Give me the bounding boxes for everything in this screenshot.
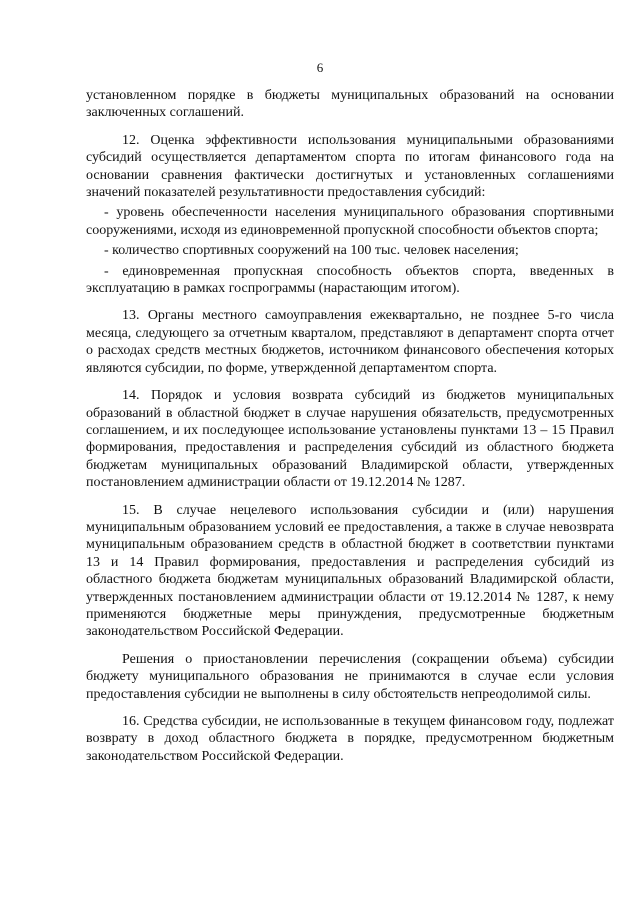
document-body xyxy=(86,87,614,775)
paragraph-suspension-decisions: Решения о приостановлении перечисления (сокращении объема) субсидии бюджету муниципального образования не принимаются в случае если условия предоставления субсидии не выполнены в силу обстоятельств непреодолимой силы. xyxy=(86,651,614,702)
list-item-provision-level: - уровень обеспеченности населения муниципального образования спортивными сооружениями, исходя из единовременной пропускной способности объектов спорта; xyxy=(86,205,614,238)
paragraph-15: 15. В случае нецелевого использования субсидии и (или) нарушения муниципальным образованием условий ее предоставления, а также в случае невозврата муниципальным образованием средств в областной бюджет в соответствии пунктами 13 и 14 Правил формирования, предоставления и распределения субсидий из областного бюджета бюджетам муниципальных образований Владимирской области, утвержденных постановлением администрации области от 19.12.2014 № 1287, к нему применяются бюджетные меры принуждения, предусмотренные бюджетным законодательством Российской Федерации. xyxy=(86,502,614,640)
list-item-throughput-capacity: - единовременная пропускная способность объектов спорта, введенных в эксплуатацию в рамках госпрограммы (нарастающим итогом). xyxy=(86,263,614,297)
paragraph-continuation: установленном порядке в бюджеты муниципальных образований на основании заключенных соглашений. xyxy=(86,88,614,121)
paragraph-12: 12. Оценка эффективности использования муниципальными образованиями субсидий осуществляется департаментом спорта по итогам финансового года на основании сравнения фактически достигнутых и установленных соглашениями значений показателей результативности предоставления субсидий: xyxy=(86,132,614,201)
paragraph-13: 13. Органы местного самоуправления ежеквартально, не позднее 5-го числа месяца, следующего за отчетным кварталом, представляют в департамент спорта отчет о расходах средств местных бюджетов, источником финансового обеспечения которых являются субсидии, по форме, утвержденной департаментом спорта. xyxy=(86,308,614,376)
paragraph-16: 16. Средства субсидии, не использованные в текущем финансовом году, подлежат возврату в доход областного бюджета в порядке, предусмотренном бюджетным законодательством Российской Федерации. xyxy=(86,714,614,764)
paragraph-14: 14. Порядок и условия возврата субсидий из бюджетов муниципальных образований в областной бюджет в случае нарушения обязательств, предусмотренных соглашением, и их последующее использование установлены пунктами 13 – 15 Правил формирования, предоставления и распределения субсидий из областного бюджета бюджетам муниципальных образований Владимирской области, утвержденных постановлением администрации области от 19.12.2014 № 1287. xyxy=(86,388,614,491)
list-item-facilities-count: - количество спортивных сооружений на 100 тыс. человек населения; xyxy=(104,243,519,259)
page-number: 6 xyxy=(316,60,324,75)
